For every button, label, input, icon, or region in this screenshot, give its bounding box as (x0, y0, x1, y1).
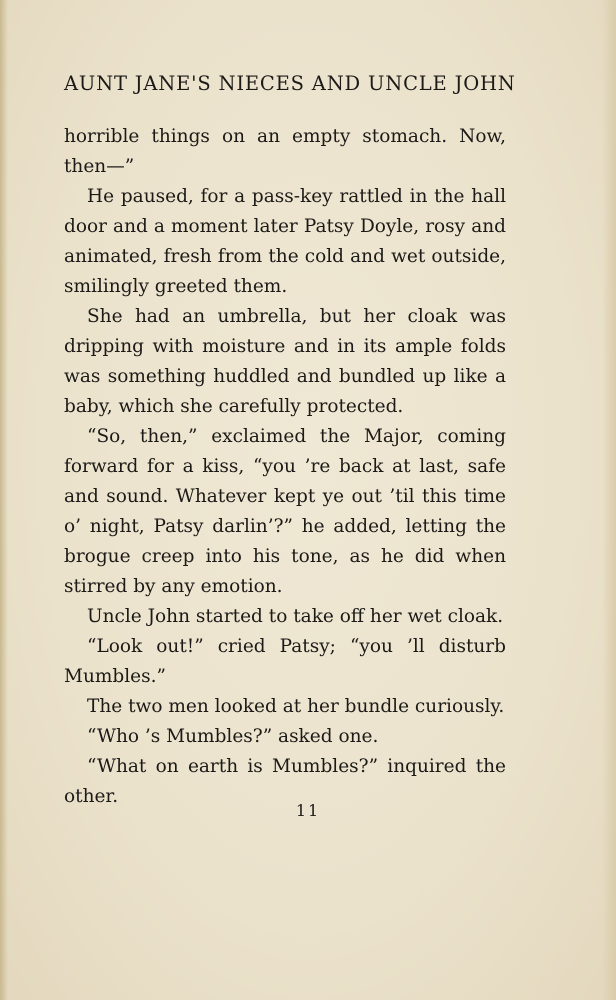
paragraph: “What on earth is Mumbles?” inquired the other. (64, 756, 506, 807)
paragraph: “So, then,” exclaimed the Major, coming forward for a kiss, “you ’re back at last, safe and sound. Whatever kept ye out ’til this time o’ night, Patsy darlin’?” he added, letting the brogue creep into his tone, as he did when stirred by any emotion. (64, 426, 506, 597)
paragraph: “Who ’s Mumbles?” asked one. (87, 726, 379, 747)
page-left-edge-shadow (0, 0, 8, 1000)
paragraph: Uncle John started to take off her wet cloak. (87, 606, 504, 627)
paragraph: She had an umbrella, but her cloak was dripping with moisture and in its ample folds was something huddled and bundled up like a baby, which she carefully protected. (64, 306, 506, 417)
page-number: 11 (295, 801, 321, 820)
paragraph-continued: horrible things on an empty stomach. Now, then—” (64, 126, 506, 177)
body-text (64, 122, 506, 812)
running-head: AUNT JANE'S NIECES AND UNCLE JOHN (64, 72, 516, 95)
paragraph: The two men looked at her bundle curiously. (87, 696, 505, 717)
paragraph: He paused, for a pass-key rattled in the hall door and a moment later Patsy Doyle, rosy and animated, fresh from the cold and wet outside, smilingly greeted them. (64, 186, 506, 297)
paragraph: “Look out!” cried Patsy; “you ’ll disturb Mumbles.” (64, 636, 506, 687)
page-right-edge-shadow (602, 0, 616, 1000)
